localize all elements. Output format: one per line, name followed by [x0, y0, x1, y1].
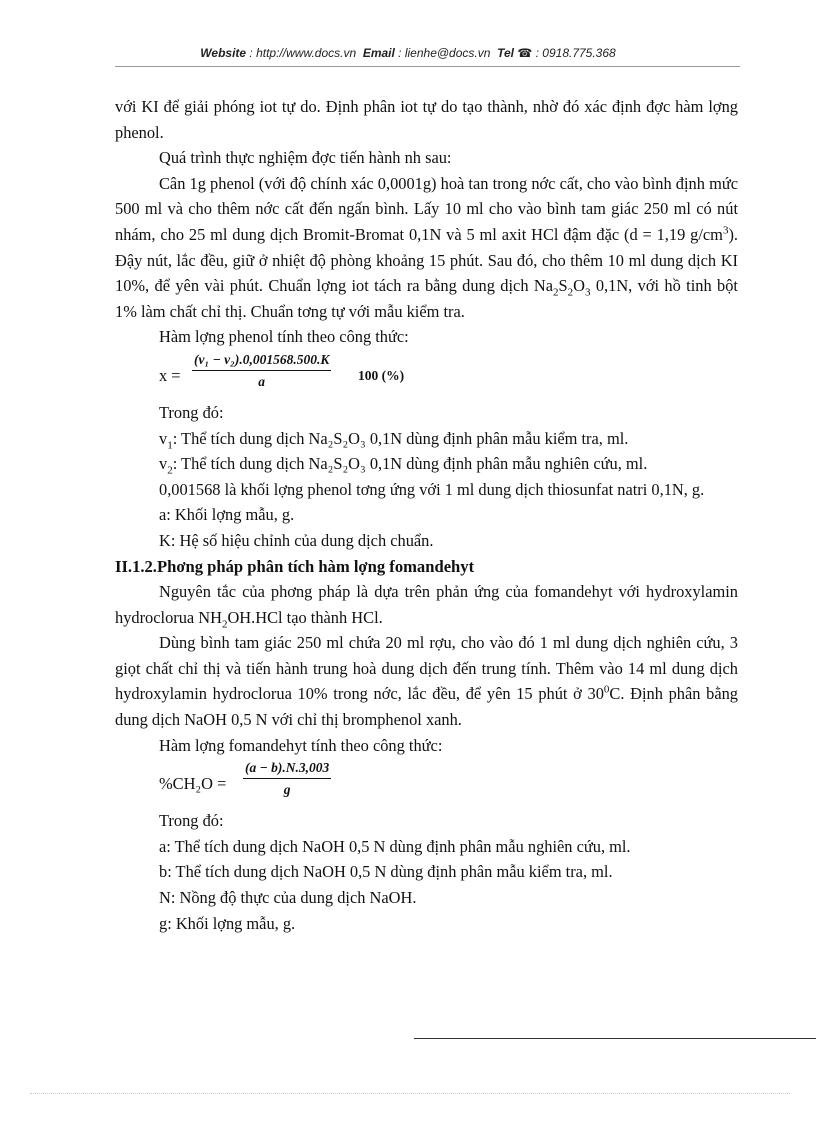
- def-v1: $v_1$: Thể tích dung dịch Na₂S₂O₃ 0,1N dùng định phân mẫu kiểm tra, ml.: [159, 428, 629, 451]
- formula-denominator: a: [258, 373, 266, 389]
- def-v2: $v_2$: Thể tích dung dịch Na₂S₂O₃ 0,1N dùng định phân mẫu nghiên cứu, ml.: [159, 454, 648, 477]
- formula-lhs: x =: [159, 365, 181, 385]
- section-heading: II.1.2.Phơng pháp phân tích hàm lợng fomandehyt: [115, 556, 475, 576]
- formula-fraction: [243, 758, 331, 801]
- formula-lhs: %CH₂O =: [159, 774, 227, 794]
- tel-label: Tel: [497, 46, 514, 60]
- formaldehyde-formula: [115, 758, 738, 808]
- phone-icon: ☎: [517, 46, 533, 60]
- footer-divider: [414, 1038, 816, 1039]
- formula-suffix: 100 (%): [358, 367, 405, 383]
- def-b-volume: b: Thể tích dung dịch NaOH 0,5 N dùng định phân mẫu kiểm tra, ml.: [159, 862, 613, 882]
- formula-numerator: (a − b).N.3,003: [243, 758, 331, 779]
- email-address[interactable]: : lienhe@docs.vn: [398, 46, 491, 60]
- formula-intro-formaldehyde: Hàm lợng fomandehyt tính theo công thức:: [159, 735, 443, 755]
- def-a-volume: a: Thể tích dung dịch NaOH 0,5 N dùng định phân mẫu nghiên cứu, ml.: [159, 836, 631, 856]
- paragraph-procedure: Cân 1g phenol (với độ chính xác 0,0001g) hoà tan trong nớc cất, cho vào bình định mức 500 ml và cho thêm nớc cất đến ngấn bình. Lấy 10 ml cho vào bình tam giác 250 ml có nút nhám, cho 25 ml dung dịch Bromit-Bromat 0,1N và 5 ml axit HCl đậm đặc (d = 1,19 $g/cm^3$). Đậy nút, lắc đều, giữ ở nhiệt độ phòng khoảng 15 phút. Sau đó, cho thêm 10 ml dung dịch KI 10%, để yên vài phút. Chuẩn lợng iot tách ra bằng dung dịch $Na_2S_2O_3$ 0,1N, với hồ tinh bột 1% làm chất chỉ thị. Chuẩn tơng tự với mẫu kiểm tra.: [115, 173, 738, 321]
- tel-number: : 0918.775.368: [535, 46, 616, 60]
- paragraph-intro: với KI để giải phóng iot tự do. Định phân iot tự do tạo thành, nhờ đó xác định đợc hàm lợng phenol.: [115, 97, 738, 142]
- where-label: Trong đó:: [159, 811, 224, 831]
- where-label: Trong đó:: [159, 402, 224, 422]
- phenol-formula: [115, 350, 738, 400]
- formula-denominator: g: [283, 782, 291, 798]
- def-a: a: Khối lợng mẫu, g.: [159, 505, 295, 525]
- def-coefficient: 0,001568 là khối lợng phenol tơng ứng với 1 ml dung dịch thiosunfat natri 0,1N, g.: [159, 479, 705, 499]
- document-body: [115, 94, 738, 936]
- def-n-concentration: N: Nồng độ thực của dung dịch NaOH.: [159, 888, 417, 908]
- page-header: [0, 46, 816, 60]
- paragraph-procedure-intro: Quá trình thực nghiệm đợc tiến hành nh sau:: [159, 148, 452, 168]
- website-label: Website: [200, 46, 247, 60]
- formula-numerator: (v₁ − v₂).0,001568.500.K: [192, 350, 331, 371]
- def-g-mass: g: Khối lợng mẫu, g.: [159, 913, 296, 933]
- def-k: K: Hệ số hiệu chỉnh của dung dịch chuẩn.: [159, 530, 434, 550]
- page-bottom-border: [30, 1093, 790, 1094]
- header-divider: [115, 66, 740, 67]
- website-url[interactable]: : http://www.docs.vn: [249, 46, 357, 60]
- paragraph-method: Dùng bình tam giác 250 ml chứa 20 ml rợu, cho vào đó 1 ml dung dịch nghiên cứu, 3 giọt chất chỉ thị và tiến hành trung hoà dung dịch đến trung tính. Thêm vào 14 ml dung dịch hydroxylamin hydroclorua 10% trong nớc, lắc đều, để yên 15 phút ở $30^0C$. Định phân bằng dung dịch NaOH 0,5 N với chỉ thị bromphenol xanh.: [115, 633, 738, 730]
- email-label: Email: [362, 46, 395, 60]
- formula-intro-phenol: Hàm lợng phenol tính theo công thức:: [159, 327, 409, 347]
- formula-fraction: [192, 350, 331, 393]
- paragraph-principle: Nguyên tắc của phơng pháp là dựa trên phản ứng của fomandehyt với hydroxylamin hydroclorua $NH_2OH.HCl$ tạo thành HCl.: [115, 582, 738, 630]
